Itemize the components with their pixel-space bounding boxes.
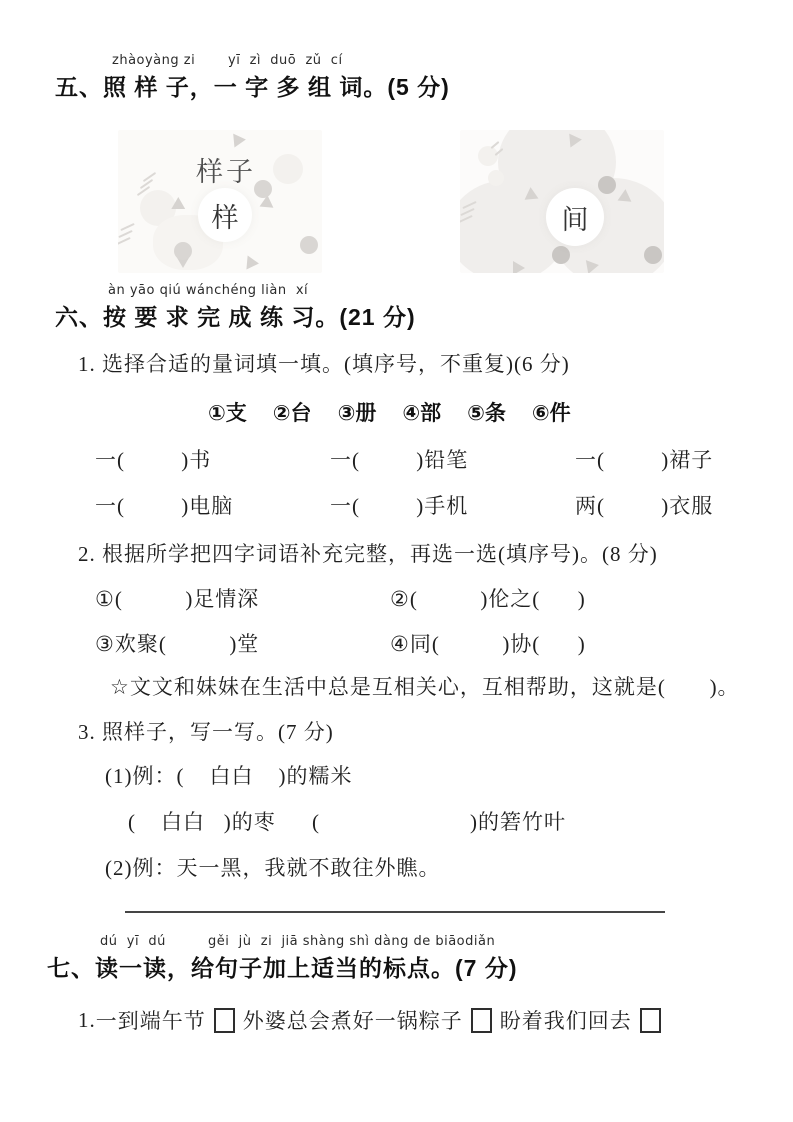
q3-title: 3. 照样子，写一写。(7 分) [78, 720, 334, 744]
section5-title: 五、照 样 子，一 字 多 组 词。(5 分) [55, 74, 450, 100]
dot-icon [598, 176, 616, 194]
section7-pinyin-part1: dú yī dú [100, 934, 166, 949]
measure-word-options [208, 397, 571, 427]
dot-icon [644, 246, 662, 264]
section6-pinyin: àn yāo qiú wánchéng liàn xí [108, 283, 309, 298]
q1-title: 1. 选择合适的量词填一填。(填序号，不重复)(6 分) [78, 352, 570, 376]
answer-box [471, 1008, 492, 1033]
option-2-tai: ②台 [272, 401, 312, 425]
option-4-bu: ④部 [402, 401, 442, 425]
q1-blank-phone: 一( )手机 [330, 494, 469, 518]
dot-icon [254, 180, 272, 198]
q7-segment-2: 外婆总会煮好一锅粽子 [242, 1009, 463, 1033]
dot-icon [552, 246, 570, 264]
section5-pinyin-part2: yī zì duō zǔ cí [228, 53, 343, 68]
q1-blank-computer: 一( )电脑 [95, 494, 234, 518]
q2-idiom-4: ④同( )协( ) [390, 632, 586, 656]
q2-idiom-3: ③欢聚( )堂 [95, 632, 260, 656]
whisker-icon [118, 237, 131, 245]
whisker-icon [118, 230, 132, 238]
whisker-icon [491, 141, 500, 149]
q1-blank-skirt: 一( )裙子 [575, 448, 714, 472]
triangle-icon [246, 256, 259, 271]
example-image-jian [460, 130, 664, 273]
character-circle-yang [198, 188, 252, 242]
section7-title: 七、读一读，给句子加上适当的标点。(7 分) [47, 955, 518, 981]
triangle-icon [513, 261, 525, 273]
q1-blank-book: 一( )书 [95, 448, 212, 472]
q7-number: 1. [78, 1007, 96, 1032]
character-circle-jian [546, 188, 604, 246]
q2-star-sentence: ☆文文和妹妹在生活中总是互相关心，互相帮助，这就是( )。 [110, 675, 740, 699]
q3-blank-bamboo-leaf: ( )的箬竹叶 [312, 810, 566, 834]
triangle-icon [228, 134, 246, 151]
q3-blank-date: ( 白白 )的枣 [128, 810, 276, 834]
q2-title: 2. 根据所学把四字词语补充完整，再选一选(填序号)。(8 分) [78, 542, 658, 566]
character-jian: 间 [561, 204, 589, 235]
punctuation-sentence [78, 1005, 669, 1035]
example-image-yang [118, 130, 322, 273]
q7-segment-3: 盼着我们回去 [499, 1009, 632, 1033]
q3-example2: (2)例：天一黑，我就不敢往外瞧。 [105, 856, 441, 880]
q2-idiom-2: ②( )伦之( ) [390, 587, 586, 611]
q2-idiom-1: ①( )足情深 [95, 587, 260, 611]
character-yang: 样 [211, 202, 239, 233]
divider-line [125, 911, 665, 913]
option-5-tiao: ⑤条 [467, 401, 506, 425]
triangle-icon [586, 258, 600, 273]
q7-segment-1: 一到端午节 [95, 1009, 206, 1033]
circle-shape [488, 170, 504, 186]
section5-pinyin-part1: zhàoyàng zi [112, 53, 196, 68]
q1-blank-clothes: 两( )衣服 [575, 494, 714, 518]
section7-pinyin-part2: gěi jù zi jiā shàng shì dàng de biāodiǎn [208, 934, 496, 949]
q1-blank-pencil: 一( )铅笔 [330, 448, 469, 472]
dot-icon [174, 242, 192, 260]
dot-icon [300, 236, 318, 254]
option-1-zhi: ①支 [208, 401, 247, 425]
option-6-jian: ⑥件 [531, 401, 571, 425]
option-3-ce: ③册 [337, 401, 377, 425]
triangle-icon [257, 195, 274, 213]
answer-box [640, 1008, 661, 1033]
handwritten-label-yangzi: 样子 [196, 157, 256, 187]
section6-title: 六、按 要 求 完 成 练 习。(21 分) [55, 304, 416, 330]
whisker-icon [120, 223, 134, 231]
q3-example1: (1)例：( 白白 )的糯米 [105, 764, 353, 788]
answer-box [214, 1008, 235, 1033]
circle-shape [273, 154, 303, 184]
